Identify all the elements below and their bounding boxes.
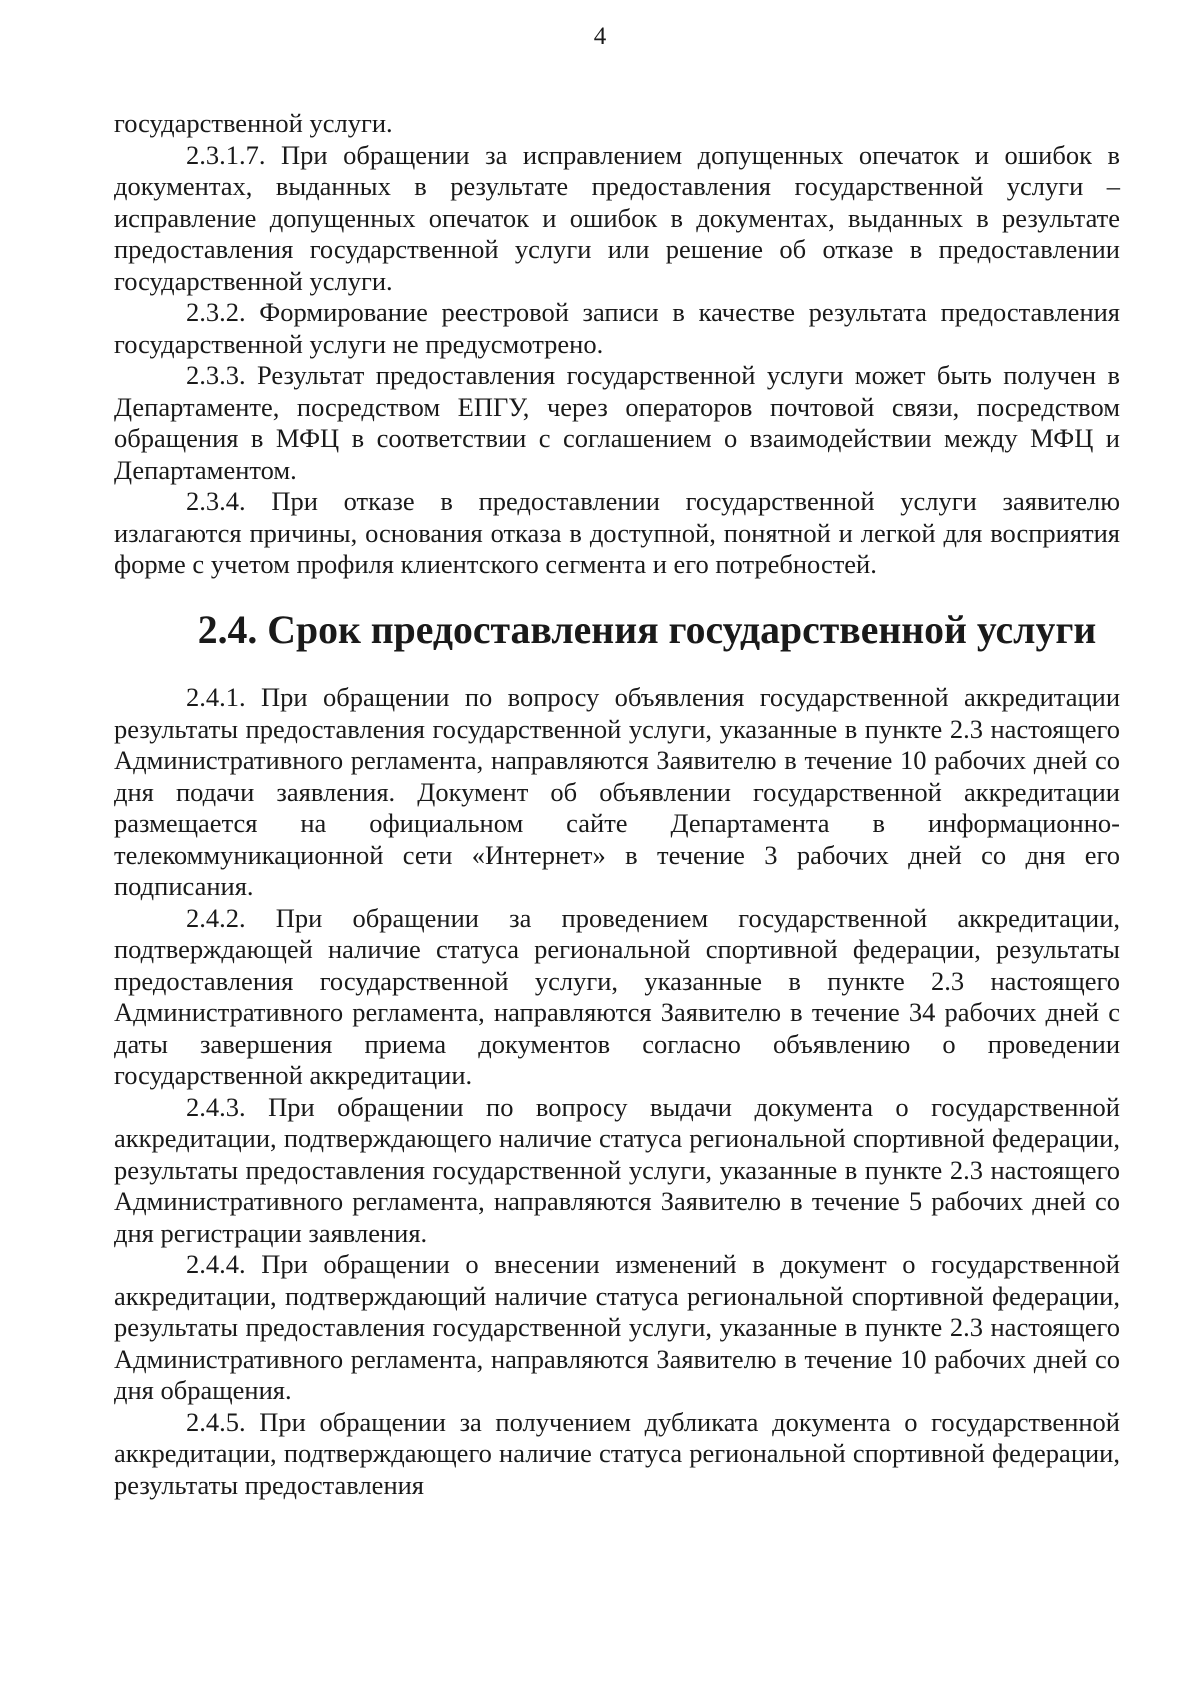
section-heading-2-4: 2.4. Срок предоставления государственной услуги <box>197 607 1097 652</box>
paragraph-2-4-3: 2.4.3. При обращении по вопросу выдачи документа о государственной аккредитации, подтверждающего наличие статуса региональной спортивной федерации, результаты предоставления государственной услуги, указанные в пункте 2.3 настоящего Административного регламента, направляются Заявителю в течение 5 рабочих дней со дня регистрации заявления. <box>114 1091 1120 1248</box>
paragraph-2-3-2: 2.3.2. Формирование реестровой записи в качестве результата предоставления государственной услуги не предусмотрено. <box>114 297 1120 359</box>
paragraph-2-4-2: 2.4.2. При обращении за проведением государственной аккредитации, подтверждающей наличие статуса региональной спортивной федерации, результаты предоставления государственной услуги, указанные в пункте 2.3 настоящего Административного регламента, направляются Заявителю в течение 34 рабочих дней с даты завершения приема документов согласно объявлению о проведении государственной аккредитации. <box>114 902 1120 1090</box>
paragraph-2-4-5: 2.4.5. При обращении за получением дубликата документа о государственной аккредитации, подтверждающего наличие статуса региональной спортивной федерации, результаты предоставления <box>114 1406 1120 1500</box>
page-number: 4 <box>593 23 607 50</box>
paragraph-2-3-1-7: 2.3.1.7. При обращении за исправлением допущенных опечаток и ошибок в документах, выданных в результате предоставления государственной услуги – исправление допущенных опечаток и ошибок в документах, выданных в результате предоставления государственной услуги или решение об отказе в предоставлении государственной услуги. <box>114 139 1120 296</box>
paragraph-continuation: государственной услуги. <box>114 108 393 138</box>
paragraph-2-4-4: 2.4.4. При обращении о внесении изменений в документ о государственной аккредитации, подтверждающий наличие статуса региональной спортивной федерации, результаты предоставления государственной услуги, указанные в пункте 2.3 настоящего Административного регламента, направляются Заявителю в течение 10 рабочих дней со дня обращения. <box>114 1249 1120 1405</box>
paragraph-2-3-3: 2.3.3. Результат предоставления государственной услуги может быть получен в Департаменте, посредством ЕПГУ, через операторов почтовой связи, посредством обращения в МФЦ в соответствии с соглашением о взаимодействии между МФЦ и Департаментом. <box>114 360 1120 485</box>
paragraph-2-3-4: 2.3.4. При отказе в предоставлении государственной услуги заявителю излагаются причины, основания отказа в доступной, понятной и легкой для восприятия форме с учетом профиля клиентского сегмента и его потребностей. <box>114 486 1120 579</box>
document-body <box>114 108 1120 1501</box>
paragraph-2-4-1: 2.4.1. При обращении по вопросу объявления государственной аккредитации результаты предоставления государственной услуги, указанные в пункте 2.3 настоящего Административного регламента, направляются Заявителю в течение 10 рабочих дней со дня подачи заявления. Документ об объявлении государственной аккредитации размещается на официальном сайте Департамента в информационно-телекоммуникационной сети «Интернет» в течение 3 рабочих дней со дня его подписания. <box>114 682 1120 901</box>
